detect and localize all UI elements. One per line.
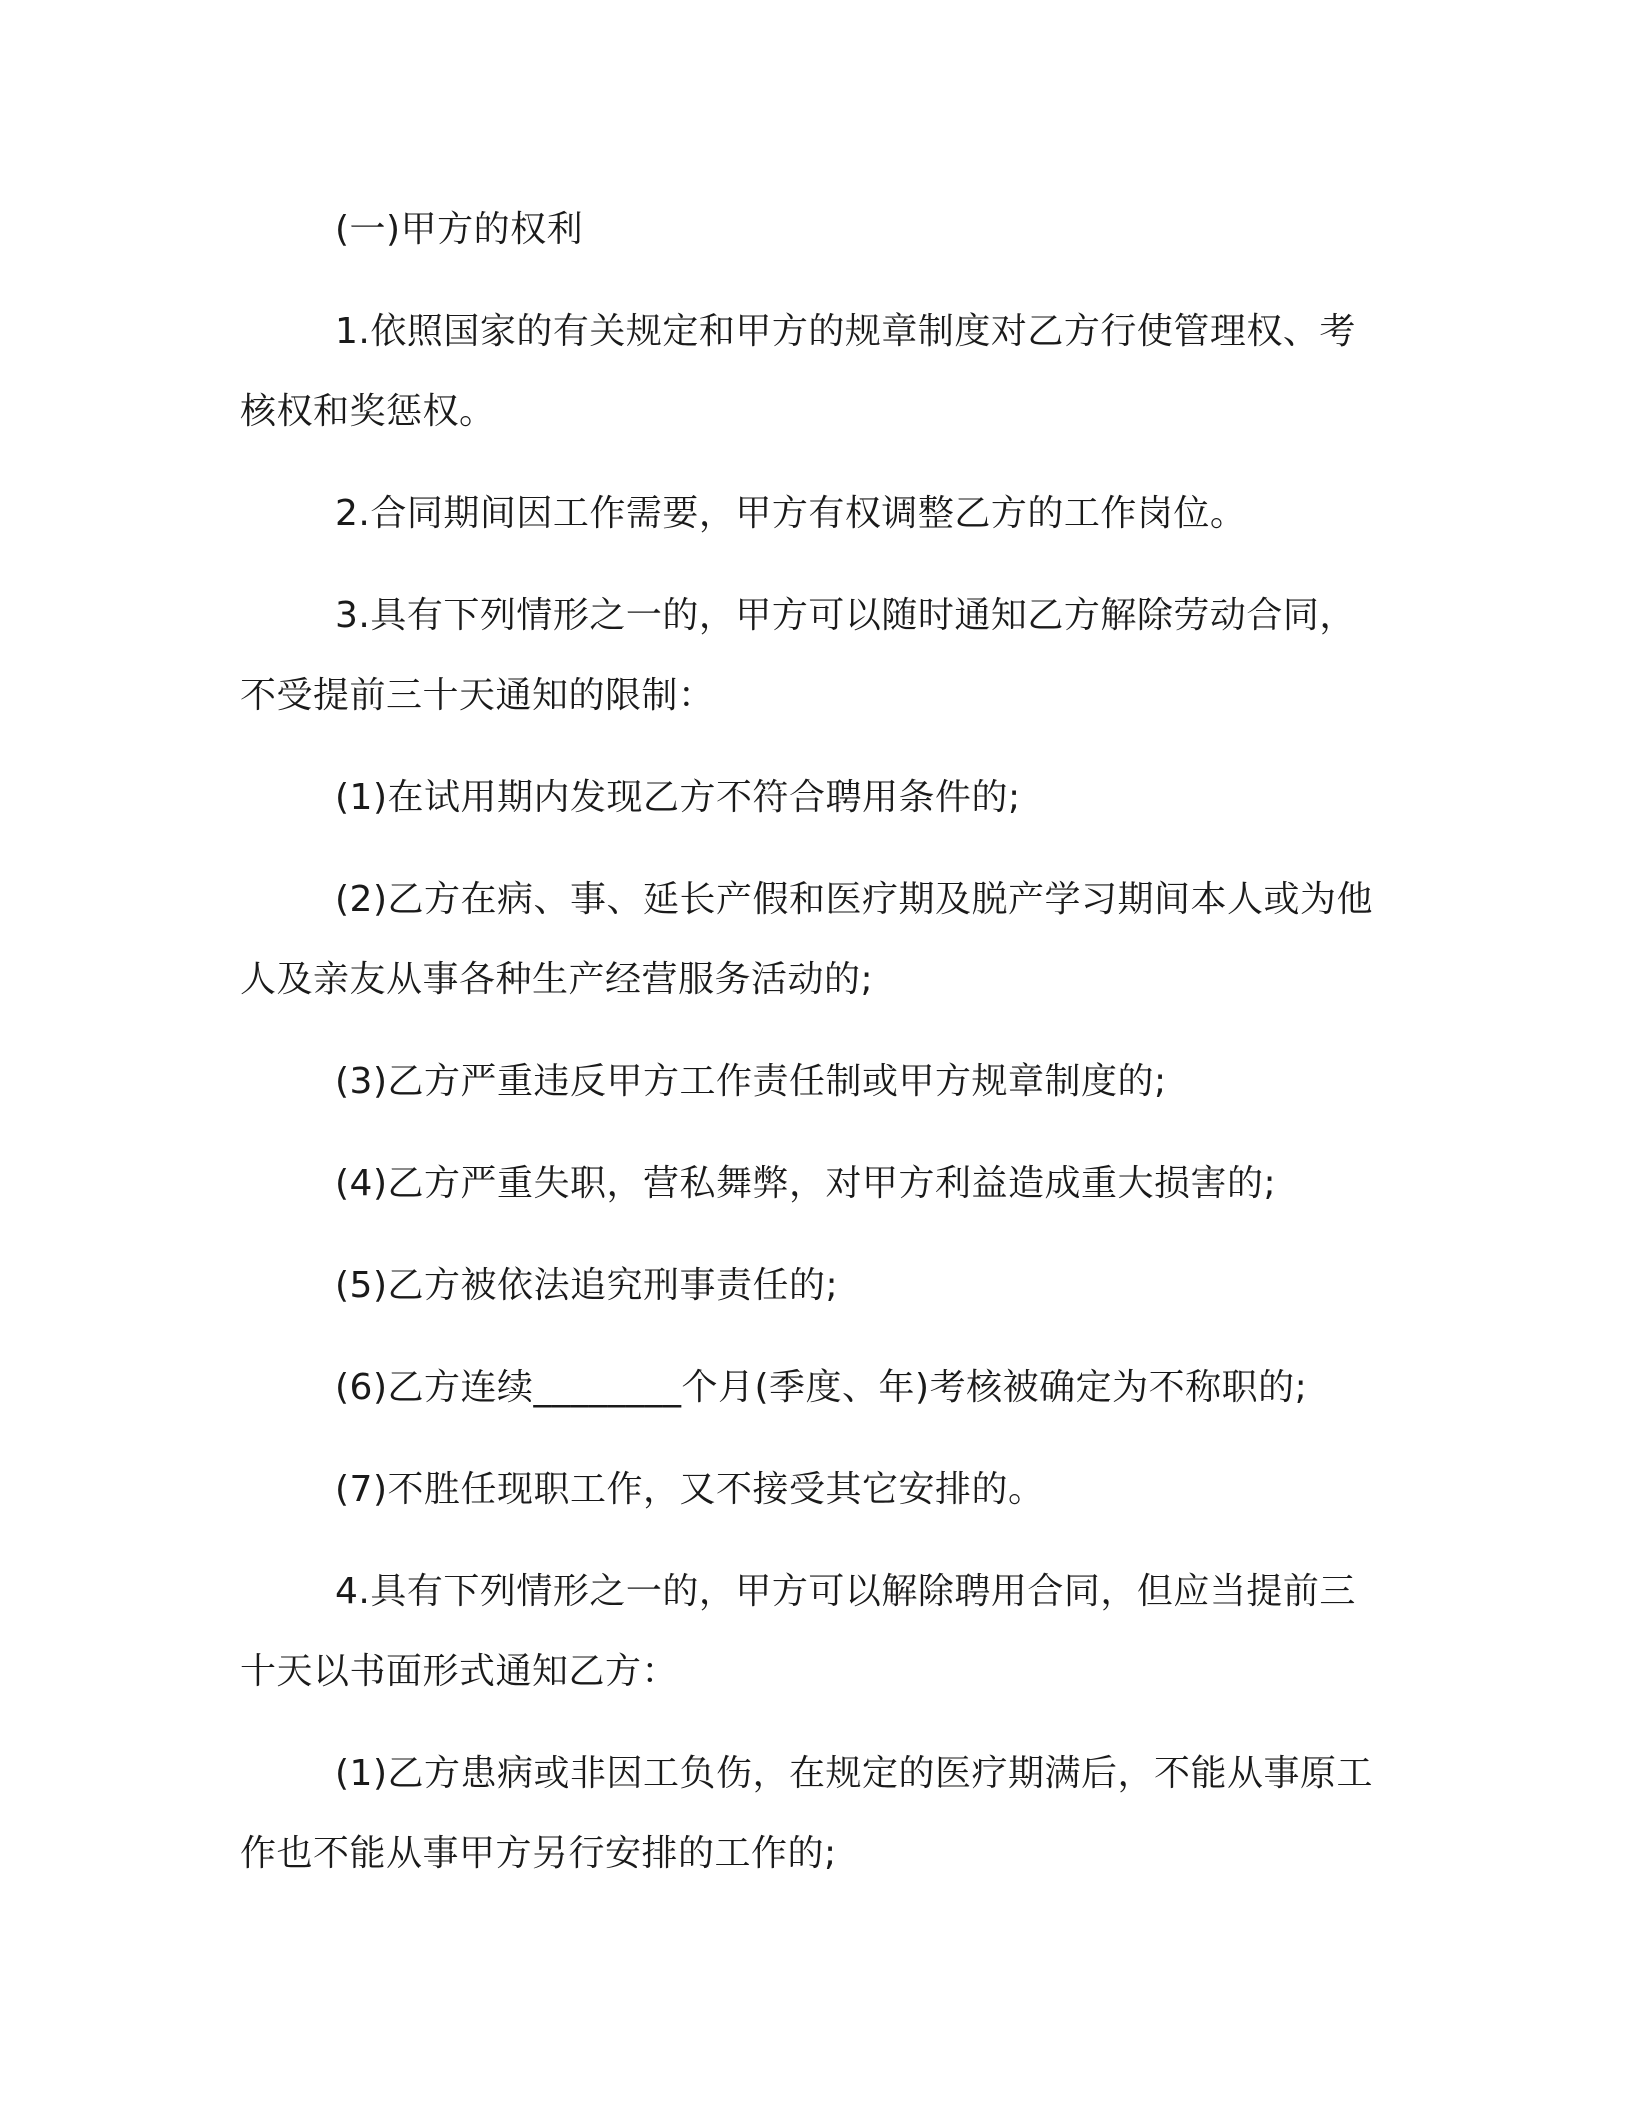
document-body [240, 190, 1390, 1916]
paragraph-2: 2.合同期间因工作需要，甲方有权调整乙方的工作岗位。 [335, 493, 1247, 534]
paragraph-3-item-5: (5)乙方被依法追究刑事责任的; [335, 1265, 839, 1306]
paragraph-4-item-1: (1)乙方患病或非因工负伤，在规定的医疗期满后，不能从事原工作也不能从事甲方另行安排的工作的; [240, 1753, 1373, 1874]
paragraph-3-item-4: (4)乙方严重失职，营私舞弊，对甲方利益造成重大损害的; [335, 1163, 1277, 1204]
paragraph-3-item-1: (1)在试用期内发现乙方不符合聘用条件的; [335, 777, 1021, 818]
paragraph-3-item-3: (3)乙方严重违反甲方工作责任制或甲方规章制度的; [335, 1061, 1167, 1102]
paragraph-3: 3.具有下列情形之一的，甲方可以随时通知乙方解除劳动合同，不受提前三十天通知的限制： [240, 595, 1356, 716]
paragraph-1: 1.依照国家的有关规定和甲方的规章制度对乙方行使管理权、考核权和奖惩权。 [240, 311, 1356, 432]
section-heading: (一)甲方的权利 [335, 209, 584, 250]
paragraph-3-item-7: (7)不胜任现职工作，又不接受其它安排的。 [335, 1469, 1045, 1510]
paragraph-3-item-2: (2)乙方在病、事、延长产假和医疗期及脱产学习期间本人或为他人及亲友从事各种生产经营服务活动的; [240, 879, 1373, 1000]
paragraph-4: 4.具有下列情形之一的，甲方可以解除聘用合同，但应当提前三十天以书面形式通知乙方： [240, 1571, 1356, 1692]
paragraph-3-item-6: (6)乙方连续________个月(季度、年)考核被确定为不称职的; [335, 1367, 1308, 1408]
